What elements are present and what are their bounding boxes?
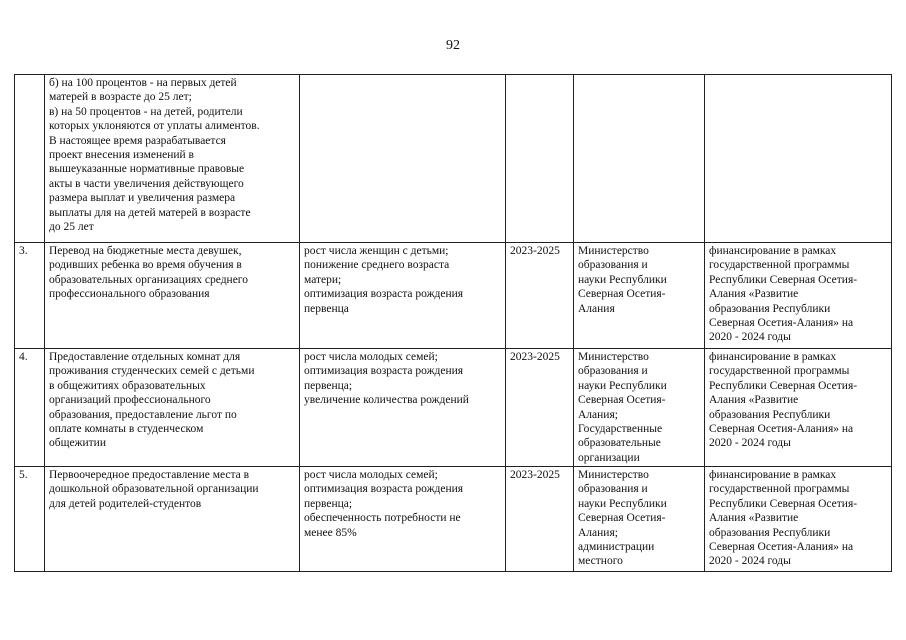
- funding-cell: [705, 75, 892, 243]
- measure-cell: [45, 349, 300, 467]
- table-row: [15, 75, 892, 243]
- measures-table: [14, 74, 892, 572]
- measure-text: Первоочередное предоставление места в дошкольной образовательной организации для детей родителей-студентов: [49, 469, 259, 510]
- funding-text: финансирование в рамках государственной программы Республики Северная Осетия- Алания «Развитие образования Республики Северная Осетия-Алания» на 2020 - 2024 годы: [709, 351, 858, 450]
- period-cell: [506, 349, 574, 467]
- period-text: 2023-2025: [510, 469, 560, 481]
- row-number: 5.: [19, 469, 28, 481]
- executor-cell: [574, 349, 705, 467]
- row-number: 3.: [19, 245, 28, 257]
- executor-cell: [574, 75, 705, 243]
- measure-cell: [45, 243, 300, 349]
- table-row: [15, 467, 892, 572]
- executor-cell: [574, 467, 705, 572]
- period-text: 2023-2025: [510, 245, 560, 257]
- measure-text: Перевод на бюджетные места девушек, родивших ребенка во время обучения в образовательных организациях среднего профессионального образования: [49, 245, 248, 301]
- row-number-cell: [15, 467, 45, 572]
- row-number-cell: [15, 243, 45, 349]
- funding-text: финансирование в рамках государственной программы Республики Северная Осетия- Алания «Развитие образования Республики Северная Осетия-Алания» на 2020 - 2024 годы: [709, 469, 858, 568]
- result-text: рост числа женщин с детьми; понижение среднего возраста матери; оптимизация возраста рождения первенца: [304, 245, 464, 315]
- measure-cell: [45, 467, 300, 572]
- measure-text: Предоставление отдельных комнат для проживания студенческих семей с детьми в общежитиях образовательных организаций профессионального образования, предоставление льгот по оплате комнаты в студенческом общежитии: [49, 351, 255, 450]
- executor-text: Министерство образования и науки Республики Северная Осетия- Алания: [578, 245, 667, 315]
- table-row: [15, 243, 892, 349]
- row-number: 4.: [19, 351, 28, 363]
- funding-cell: [705, 349, 892, 467]
- funding-text: финансирование в рамках государственной программы Республики Северная Осетия- Алания «Развитие образования Республики Северная Осетия-Алания» на 2020 - 2024 годы: [709, 245, 858, 344]
- measure-cell: [45, 75, 300, 243]
- result-text: рост числа молодых семей; оптимизация возраста рождения первенца; обеспеченность потребности не менее 85%: [304, 469, 464, 539]
- executor-text: Министерство образования и науки Республики Северная Осетия- Алания; Государственные образовательные организации: [578, 351, 667, 464]
- result-cell: [300, 349, 506, 467]
- funding-cell: [705, 467, 892, 572]
- executor-cell: [574, 243, 705, 349]
- result-cell: [300, 75, 506, 243]
- result-cell: [300, 467, 506, 572]
- result-cell: [300, 243, 506, 349]
- row-number-cell: [15, 349, 45, 467]
- table-row: [15, 349, 892, 467]
- funding-cell: [705, 243, 892, 349]
- period-cell: [506, 243, 574, 349]
- executor-text: Министерство образования и науки Республики Северная Осетия- Алания; администрации местного: [578, 469, 667, 568]
- period-cell: [506, 75, 574, 243]
- period-cell: [506, 467, 574, 572]
- period-text: 2023-2025: [510, 351, 560, 363]
- row-number-cell: [15, 75, 45, 243]
- page-number: 92: [446, 38, 460, 53]
- result-text: рост числа молодых семей; оптимизация возраста рождения первенца; увеличение количества рождений: [304, 351, 469, 407]
- measure-text: б) на 100 процентов - на первых детей матерей в возрасте до 25 лет; в) на 50 процентов - на детей, родители которых уклоняются от уплаты алиментов. В настоящее время разрабатывается проект внесения изменений в вышеуказанные нормативные правовые акты в части увеличения действующего размера выплат и увеличения размера выплаты для на детей матерей в возрасте до 25 лет: [49, 77, 260, 234]
